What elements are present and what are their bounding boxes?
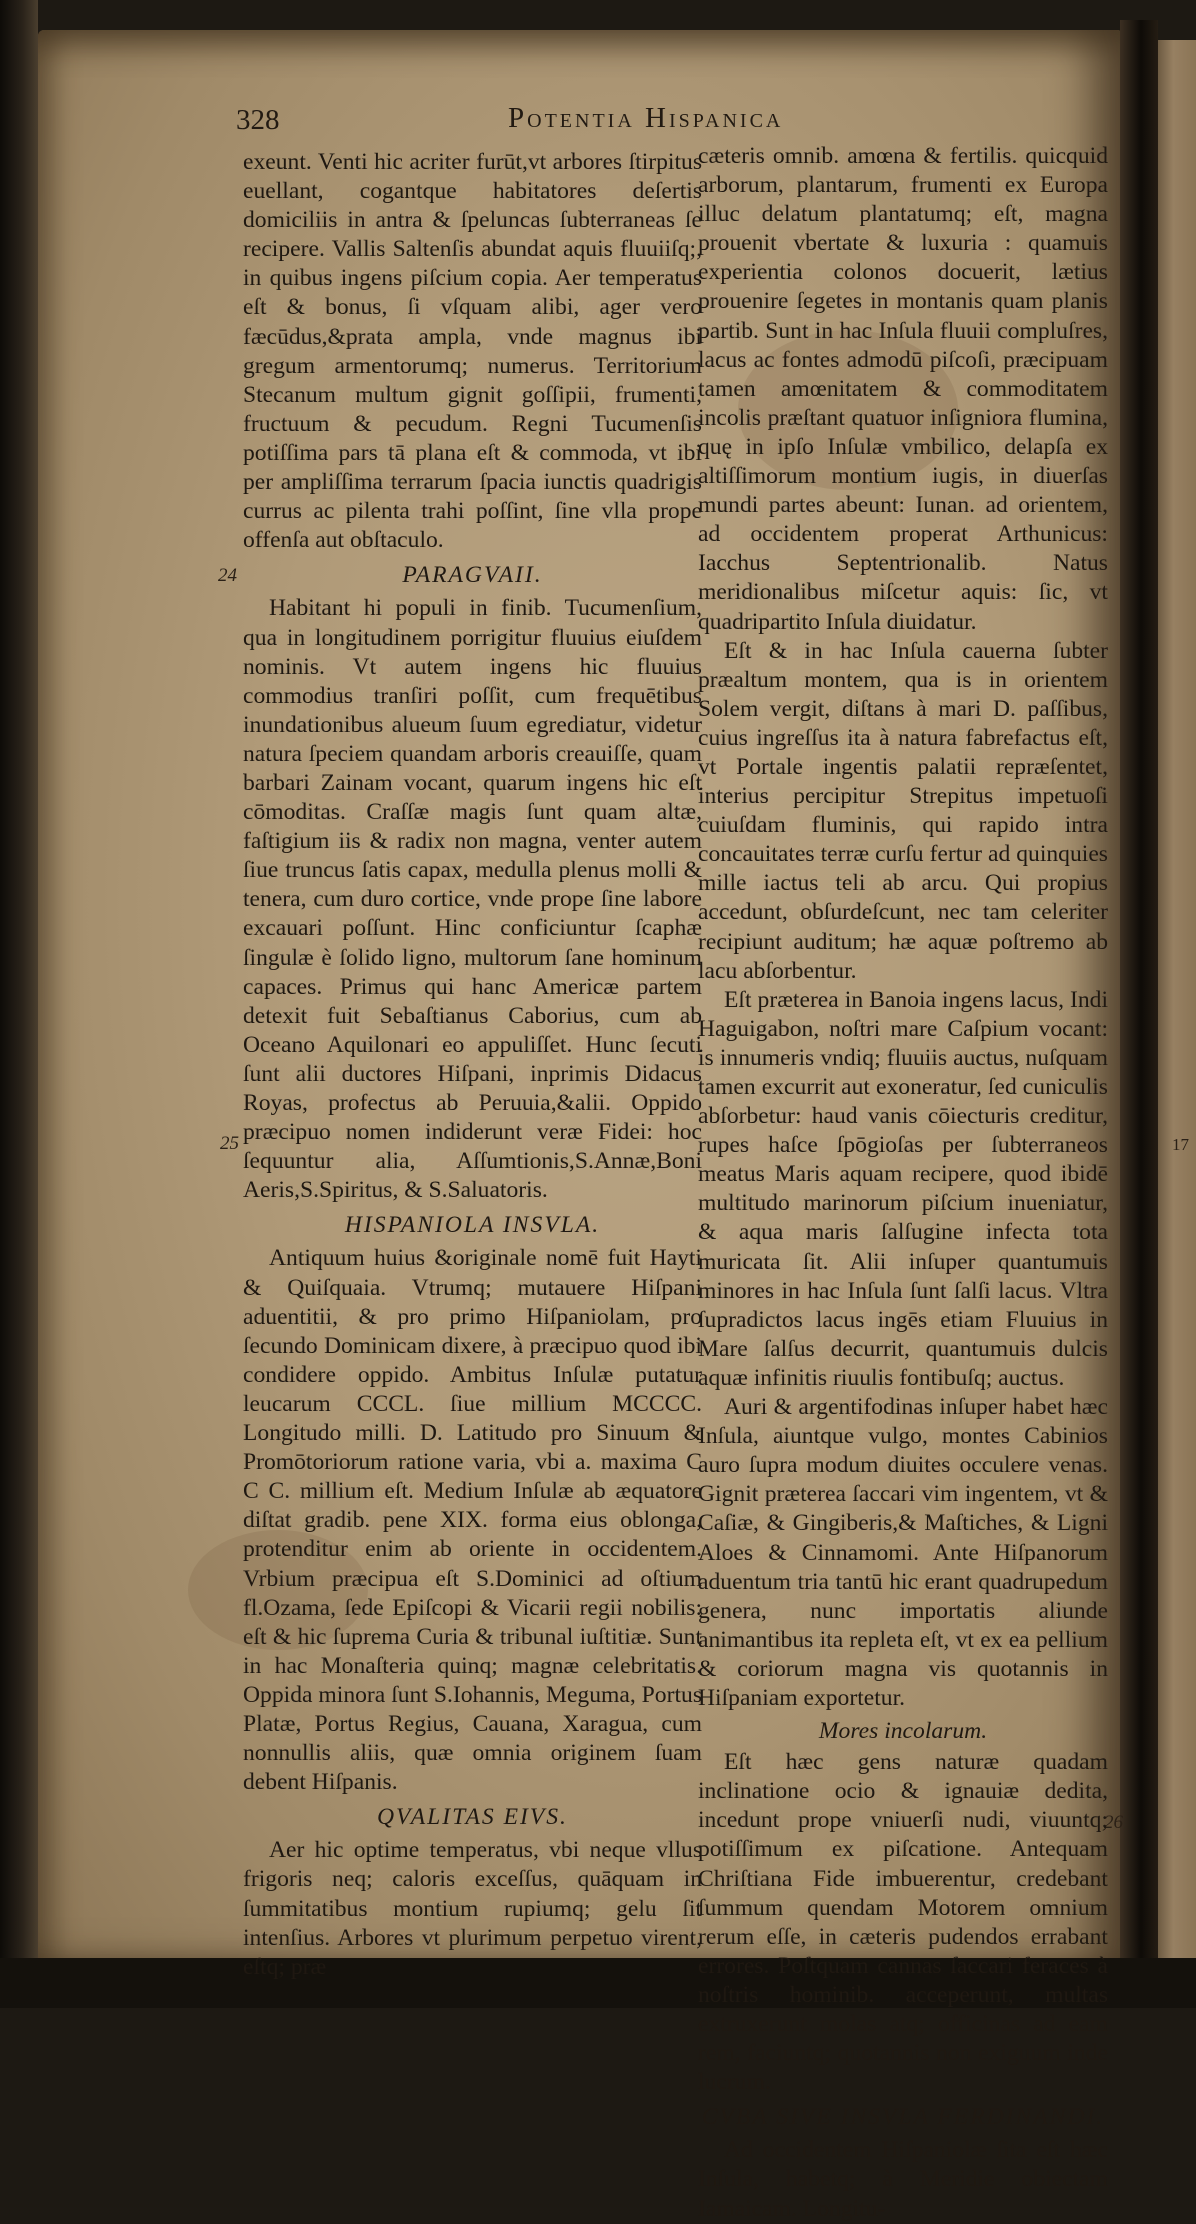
paragraph-cave: Eſt & in hac Inſula cauerna ſubter præaltum montem, qua is in orientem Solem vergit, diſtans à mari D. paſſibus, cuius ingreſſus ita à natura fabrefactus eſt, vt Portale ingentis palatii repræſentet, interius percipitur Strepitus impetuoſi cuiuſdam fluminis, qui rapido intra concauitates terræ curſu fertur ad quinquies mille iactus teli ab arcu. Qui propius accedunt, obſurdeſcunt, nec tam celeriter recipiunt auditum; hæ aquæ poſtremo ab lacu abſorbentur.	[698, 637, 1108, 984]
paragraph-fertility: cæteris omnib. amœna & fertilis. quicquid arborum, plantarum, frumenti ex Europa illuc delatum plantatumq; eſt, magna prouenit vbertate & luxuria : quamuis experientia colonos docuerit, lætius prouenire ſegetes in montanis quam planis partib. Sunt in hac Inſula fluuii compluſres, lacus ac fontes admodū piſcoſi, præcipuam tamen amœnitatem & commoditatem incolis præſtant quatuor inſigniora flumina, quę in ipſo Inſulæ vmbilico, delapſa ex altiſſimorum montium iugis, in diuerſas mundi partes abeunt: Iunan. ad orientem, ad occidentem properat Arthunicus: Iacchus Septentrionalib. Natus meridionalibus miſcetur aquis: ſic, vt quadripartito Inſula diuidatur.	[698, 143, 1108, 635]
margin-number-24: 24	[218, 565, 237, 586]
paragraph-cuba: Ad occidentem Hiſpaniolæ ſita eſt hæc Inſula, habetq; à Meridie obiectam Iamaicam. Longitu-	[698, 2137, 1108, 2222]
right-text-column	[698, 142, 1108, 2224]
page-number: 328	[236, 104, 280, 136]
heading-hispaniola: HISPANIOLA INSVLA.	[344, 1212, 601, 1239]
margin-number-26: 26	[1104, 1812, 1123, 1833]
running-title: Potentia Hispanica	[508, 102, 784, 134]
adjacent-page-margin-number: 17	[1172, 1135, 1189, 1154]
paragraph-qualitas: Aer hic optime temperatus, vbi neque vllus frigoris neq; caloris exceſſus, quāquam in ſummitatibus montium rupiumq; gelu ſit intenſius. Arbores vt plurimum perpetuo virent, eſtq; præ	[243, 1837, 702, 1980]
heading-qualitas: QVALITAS EIVS.	[377, 1804, 568, 1831]
paragraph-tucuman-end: exeunt. Venti hic acriter furūt,vt arbores ſtirpitus euellant, cogantque habitatores deſertis domiciliis in antra & ſpeluncas ſubterraneas ſe recipere. Vallis Saltenſis abundat aquis fluuiiſq;, in quibus ingens piſcium copia. Aer temperatus eſt & bonus, ſi vſquam alibi, ager vero fæcūdus,&prata ampla, vnde magnus ibi gregum armentorumq; numerus. Territorium Stecanum multum gignit goſſipii, frumenti, fructuum & pecudum. Regni Tucumenſis potiſſima pars tā plana eſt & commoda, vt ibi per ampliſſima terrarum ſpacia iunctis quadrigis currus ac pilenta trahi poſſint, ſine vlla prope offenſa aut obſtaculo.	[243, 149, 702, 554]
heading-paraguaii: PARAGVAII.	[402, 562, 543, 589]
left-text-column	[243, 148, 702, 1982]
paragraph-mores: Eſt hæc gens naturæ quadam inclinatione ocio & ignauiæ dedita, incedunt prope vniuerſi nudi, viuuntq; potiſſimum ex piſcatione. Antequam Chriſtiana Fide imbuerentur, credebant ſummum quendam Motorem omnium rerum eſſe, in cæteris pudendos errabant errores. Poſtquam cannas ſaccari feraces à noſtris hominib. acceperunt, multas extruxerunt molas atq; officinas ad eam rem, faciuntq; quotannis non exiguum inde lucrum.	[698, 1749, 1108, 2096]
paragraph-lake: Eſt præterea in Banoia ingens lacus, Indi Haguigabon, noſtri mare Caſpium vocant: is innumeris vndiq; fluuiis auctus, nuſquam tamen excurrit aut exoneratur, ſed cuniculis abſorbetur: haud vanis cōiecturis creditur, rupes haſce ſpōgioſas per ſubterraneos meatus Maris aquam recipere, quod ibidē multitudo marinorum piſcium inueniatur, & aqua maris ſalſugine infecta tota muricata ſit. Alii inſuper quantumuis minores in hac Inſula ſunt ſalſi lacus. Vltra ſupradictos lacus ingēs etiam Fluuius in Mare ſalſus decurrit, quantumuis dulcis aquæ infinitis riuulis fontibuſq; auctus.	[698, 986, 1108, 1391]
adjacent-page-edge	[1158, 40, 1196, 1960]
paragraph-hispaniola: Antiquum huius &originale nomē fuit Hayti & Quiſquaia. Vtrumq; mutauere Hiſpani aduentitii, & pro primo Hiſpaniolam, pro ſecundo Dominicam dixere, à præcipuo quod ibi condidere oppido. Ambitus Inſulæ putatur leucarum CCCL. ſiue millium MCCCC. Longitudo milli. D. Latitudo pro Sinuum & Promōtoriorum ratione varia, vbi a. maxima C C C. millium eſt. Medium Inſulæ ab æquatore diſtat gradib. pene XIX. forma eius oblonga, protenditur enim ab oriente in occidentem. Vrbium præcipua eſt S.Dominici ad oſtium fl.Ozama, ſede Epiſcopi & Vicarii regii nobilis: eſt & hic ſuprema Curia & tribunal iuſtitiæ. Sunt in hac Monaſteria quinq; magnæ celebritatis. Oppida minora ſunt S.Iohannis, Meguma, Portus Platæ, Portus Regius, Cauana, Xaragua, cum nonnullis aliis, quæ omnia originem ſuam debent Hiſpanis.	[243, 1245, 702, 1796]
paragraph-mines: Auri & argentifodinas inſuper habet hæc Inſula, aiuntque vulgo, montes Cabinios auro ſupra modum diuites occulere venas. Gignit præterea ſaccari vim ingentem, vt & Caſiæ, & Gingiberis,& Maſtiches, & Ligni Aloes & Cinnamomi. Ante Hiſpanorum aduentum tria tantū hic erant quadrupedum genera, nunc importatis aliunde animantibus ita repleta eſt, vt ex ea pellium & coriorum magna vis quotannis in Hiſpaniam exportetur.	[698, 1394, 1108, 1711]
margin-number-25: 25	[220, 1133, 239, 1154]
heading-mores: Mores incolarum.	[818, 1718, 988, 1745]
heading-cuba: CVBA SIVE INSVLA FERDINANDI.	[701, 2104, 1105, 2131]
paragraph-paraguaii: Habitant hi populi in finib. Tucumenſium, qua in longitudinem porrigitur fluuius eiuſdem nominis. Vt autem ingens hic fluuius commodius tranſiri poſſit, cum frequētibus inundationibus alueum ſuum egrediatur, videtur natura ſpeciem quandam arboris creauiſſe, quam barbari Zainam vocant, quarum ingens hic eſt cōmoditas. Craſſæ magis ſunt quam altæ, faſtigium iis & radix non magna, venter autem ſiue truncus ſatis capax, medulla plenus molli & tenera, cum duro cortice, vnde prope ſine labore excauari poſſunt. Hinc conficiuntur ſcaphæ ſingulæ è ſolido ligno, multorum ſane hominum capaces. Primus qui hanc Americæ partem detexit fuit Sebaſtianus Caborius, cum ab Oceano Aquilonari eo appuliſſet. Hunc ſecuti ſunt alii ductores Hiſpani, inprimis Didacus Royas, profectus ab Peruuia,&alii. Oppido præcipuo nomen indiderunt veræ Fidei: hoc ſequuntur alia, Aſſumtionis,S.Annæ,Boni Aeris,S.Spiritus, & S.Saluatoris.	[243, 595, 702, 1204]
running-head	[0, 104, 1196, 144]
book-gutter	[1120, 20, 1158, 1975]
book-edge-left	[0, 0, 38, 2008]
